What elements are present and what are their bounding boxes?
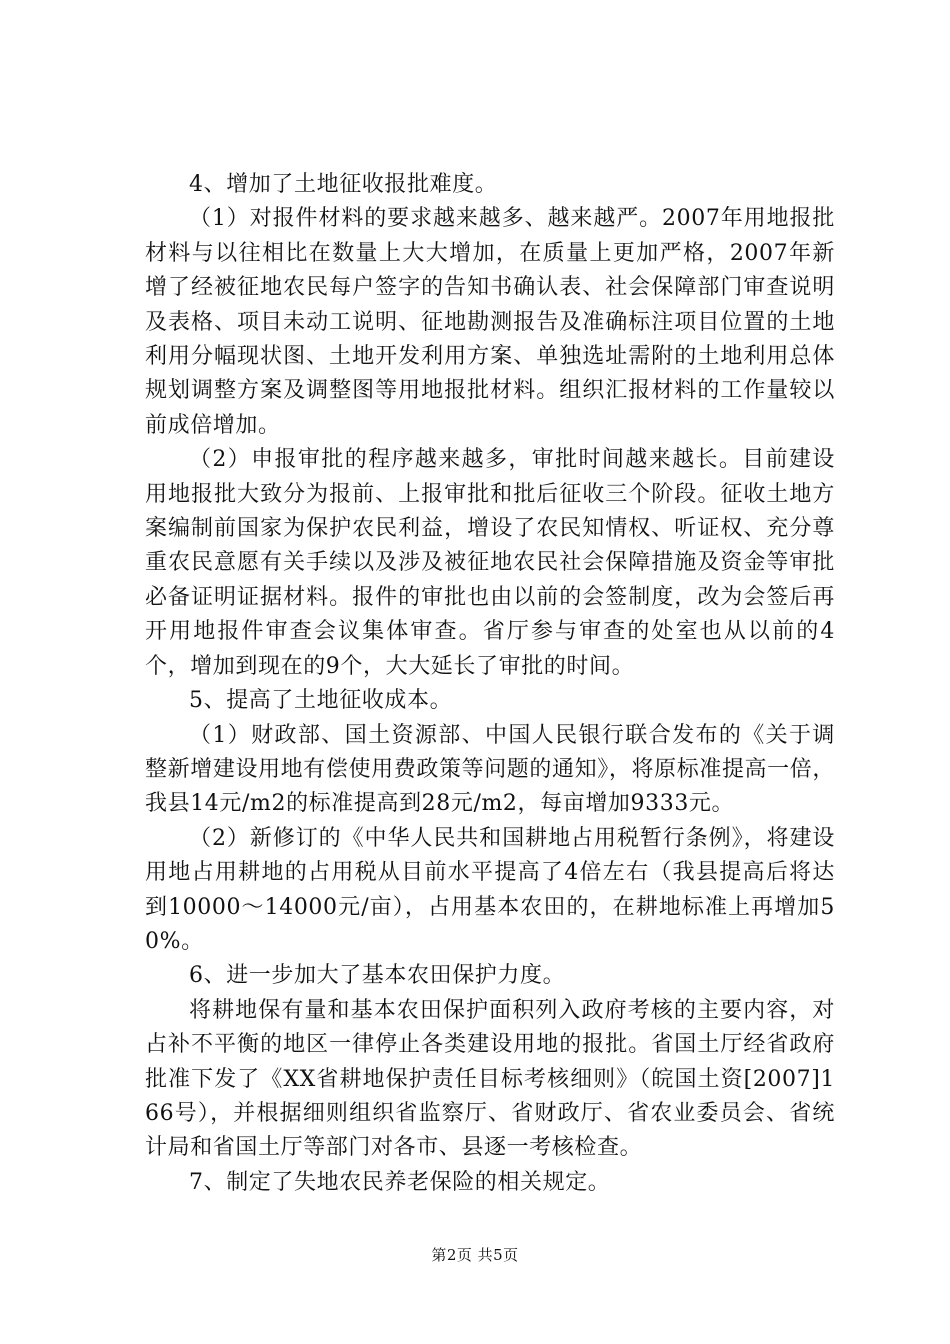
paragraph-6: 将耕地保有量和基本农田保护面积列入政府考核的主要内容，对占补不平衡的地区一律停止各类建设用地的报批。省国土厅经省政府批准下发了《XX省耕地保护责任目标考核细则》（皖国土资[2007]166号），并根据细则组织省监察厅、省财政厅、省农业委员会、省统计局和省国土厅等部门对各市、县逐一考核检查。 <box>145 997 835 1161</box>
paragraph-5-1: （1）财政部、国土资源部、中国人民银行联合发布的《关于调整新增建设用地有偿使用费政策等问题的通知》，将原标准提高一倍，我县14元/m2的标准提高到28元/m2，每亩增加9333元。 <box>145 722 835 817</box>
paragraph-5-2: （2）新修订的《中华人民共和国耕地占用税暂行条例》，将建设用地占用耕地的占用税从目前水平提高了4倍左右（我县提高后将达到10000～14000元/亩），占用基本农田的，在耕地标准上再增加50%。 <box>145 825 835 954</box>
document-body <box>145 168 835 1200</box>
page-number-footer: 第2页 共5页 <box>431 1246 519 1264</box>
section-heading-7: 7、制定了失地农民养老保险的相关规定。 <box>189 1169 611 1195</box>
paragraph-4-2: （2）申报审批的程序越来越多，审批时间越来越长。目前建设用地报批大致分为报前、上报审批和批后征收三个阶段。征收土地方案编制前国家为保护农民利益，增设了农民知情权、听证权、充分尊重农民意愿有关手续以及涉及被征地农民社会保障措施及资金等审批必备证明证据材料。报件的审批也由以前的会签制度，改为会签后再开用地报件审查会议集体审查。省厅参与审查的处室也从以前的4个，增加到现在的9个，大大延长了审批的时间。 <box>145 447 835 679</box>
section-heading-4: 4、增加了土地征收报批难度。 <box>189 172 498 197</box>
section-heading-5: 5、提高了土地征收成本。 <box>189 688 453 714</box>
section-heading-6: 6、进一步加大了基本农田保护力度。 <box>189 963 566 989</box>
paragraph-4-1: （1）对报件材料的要求越来越多、越来越严。2007年用地报批材料与以往相比在数量上大大增加，在质量上更加严格，2007年新增了经被征地农民每户签字的告知书确认表、社会保障部门审查说明及表格、项目未动工说明、征地勘测报告及准确标注项目位置的土地利用分幅现状图、土地开发利用方案、单独选址需附的土地利用总体规划调整方案及调整图等用地报批材料。组织汇报材料的工作量较以前成倍增加。 <box>145 206 835 438</box>
